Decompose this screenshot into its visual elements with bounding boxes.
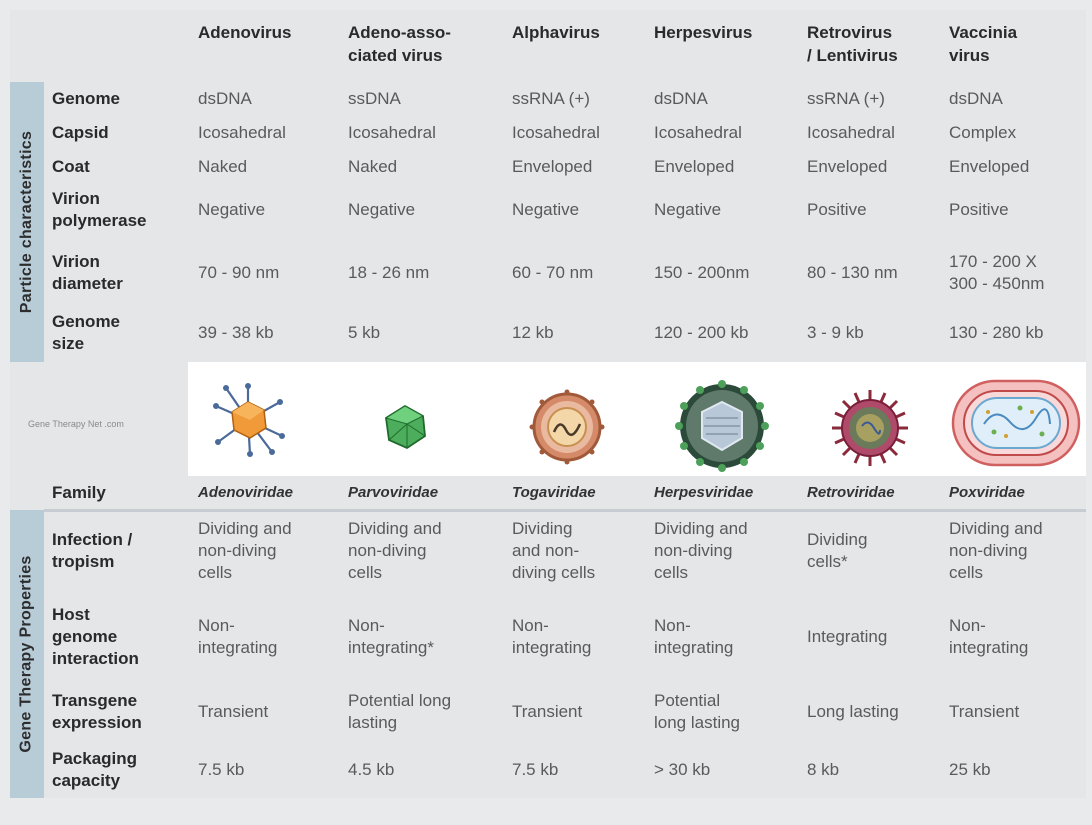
row-label: Virion polymerase	[52, 188, 147, 230]
table-cell: Dividing and non-diving cells	[654, 518, 748, 583]
row-label: Genome	[52, 88, 121, 108]
table-cell: Enveloped	[949, 156, 1030, 176]
table-cell: dsDNA	[198, 88, 252, 108]
column-header: Herpesvirus	[654, 23, 753, 42]
table-cell: Icosahedral	[348, 122, 436, 142]
table-cell: Non- integrating	[512, 615, 592, 657]
table-cell: 5 kb	[348, 322, 381, 342]
row-label: Infection / tropism	[52, 529, 133, 571]
virus-vector-table	[10, 10, 1086, 798]
table-cell: Dividing cells*	[807, 529, 868, 571]
table-cell: Naked	[348, 156, 398, 176]
section-label-gene: Gene Therapy Properties	[18, 555, 36, 753]
table-cell: 130 - 280 kb	[949, 322, 1044, 342]
table-cell: Positive	[949, 199, 1009, 219]
table-cell: 4.5 kb	[348, 759, 395, 779]
table-cell: Dividing and non-diving cells	[348, 518, 442, 583]
table-cell: 120 - 200 kb	[654, 322, 749, 342]
table-cell: 170 - 200 X 300 - 450nm	[949, 251, 1045, 293]
table-cell: ssDNA	[348, 88, 401, 108]
row-label: Coat	[52, 156, 90, 176]
table-cell: 80 - 130 nm	[807, 262, 898, 282]
watermark-text: Gene Therapy Net .com	[28, 419, 124, 429]
table-cell: 39 - 38 kb	[198, 322, 274, 342]
column-header: Vaccinia virus	[949, 23, 1018, 65]
row-label: Packaging capacity	[52, 748, 138, 790]
table-cell: 7.5 kb	[512, 759, 559, 779]
table-cell: 7.5 kb	[198, 759, 245, 779]
table-cell: Integrating	[807, 626, 888, 646]
table-cell: 3 - 9 kb	[807, 322, 864, 342]
table-cell: ssRNA (+)	[807, 88, 885, 108]
table-cell: Transient	[949, 701, 1020, 721]
family-name: Herpesviridae	[654, 484, 754, 502]
row-label: Family	[52, 482, 106, 502]
table-cell: Icosahedral	[198, 122, 286, 142]
row-label: Genome size	[52, 311, 121, 353]
table-cell: Icosahedral	[654, 122, 742, 142]
family-name: Togaviridae	[512, 484, 596, 502]
table-cell: Dividing and non-diving cells	[949, 518, 1043, 583]
table-cell: Potential long lasting	[654, 690, 741, 732]
table-cell: Potential long lasting	[348, 690, 452, 732]
table-cell: 150 - 200nm	[654, 262, 750, 282]
table-cell: Enveloped	[512, 156, 593, 176]
family-name: Adenoviridae	[198, 484, 294, 502]
table-cell: Enveloped	[654, 156, 735, 176]
table-cell: Naked	[198, 156, 248, 176]
table-cell: 18 - 26 nm	[348, 262, 430, 282]
table-cell: 60 - 70 nm	[512, 262, 594, 282]
vaccinia-icon	[950, 378, 1082, 468]
table-cell: Positive	[807, 199, 867, 219]
table-cell: Icosahedral	[512, 122, 600, 142]
table-cell: 8 kb	[807, 759, 840, 779]
table-cell: Enveloped	[807, 156, 888, 176]
table-cell: Transient	[198, 701, 269, 721]
table-cell: Non- integrating	[198, 615, 278, 657]
row-label: Capsid	[52, 122, 109, 142]
table-cell: Non- integrating	[654, 615, 734, 657]
section-particle-characteristics	[10, 82, 44, 362]
table-cell: Negative	[348, 199, 416, 219]
retrovirus-icon	[830, 388, 910, 468]
column-header: Adeno-asso- ciated virus	[348, 23, 451, 65]
table-cell: dsDNA	[949, 88, 1003, 108]
row-label: Transgene expression	[52, 690, 142, 732]
table-cell: > 30 kb	[654, 759, 711, 779]
family-name: Retroviridae	[807, 484, 895, 502]
section-label-particle: Particle characteristics	[18, 130, 36, 314]
column-header: Retrovirus / Lentivirus	[807, 23, 898, 65]
table-cell: Negative	[198, 199, 266, 219]
family-name: Parvoviridae	[348, 484, 439, 502]
table-cell: Dividing and non- diving cells	[512, 518, 596, 583]
row-label: Host genome interaction	[52, 604, 139, 669]
table-cell: Complex	[949, 122, 1017, 142]
table-cell: Transient	[512, 701, 583, 721]
table-cell: Icosahedral	[807, 122, 895, 142]
adenovirus-icon	[210, 382, 286, 458]
table-cell: Long lasting	[807, 701, 899, 721]
table-cell: Non- integrating	[949, 615, 1029, 657]
column-header: Adenovirus	[198, 23, 292, 42]
table-cell: 25 kb	[949, 759, 991, 779]
table-cell: Non- integrating*	[348, 615, 435, 657]
table-cell: ssRNA (+)	[512, 88, 590, 108]
table-cell: 70 - 90 nm	[198, 262, 280, 282]
table-cell: Negative	[654, 199, 722, 219]
aav-icon	[380, 402, 430, 452]
table-cell: Negative	[512, 199, 580, 219]
table-cell: dsDNA	[654, 88, 708, 108]
section-gene-therapy-properties	[10, 510, 44, 798]
alphavirus-icon	[528, 388, 606, 466]
column-header: Alphavirus	[512, 23, 600, 42]
herpesvirus-icon	[672, 378, 772, 474]
table-cell: Dividing and non-diving cells	[198, 518, 292, 583]
table-cell: 12 kb	[512, 322, 554, 342]
row-label: Virion diameter	[52, 251, 123, 293]
family-name: Poxviridae	[949, 484, 1025, 502]
